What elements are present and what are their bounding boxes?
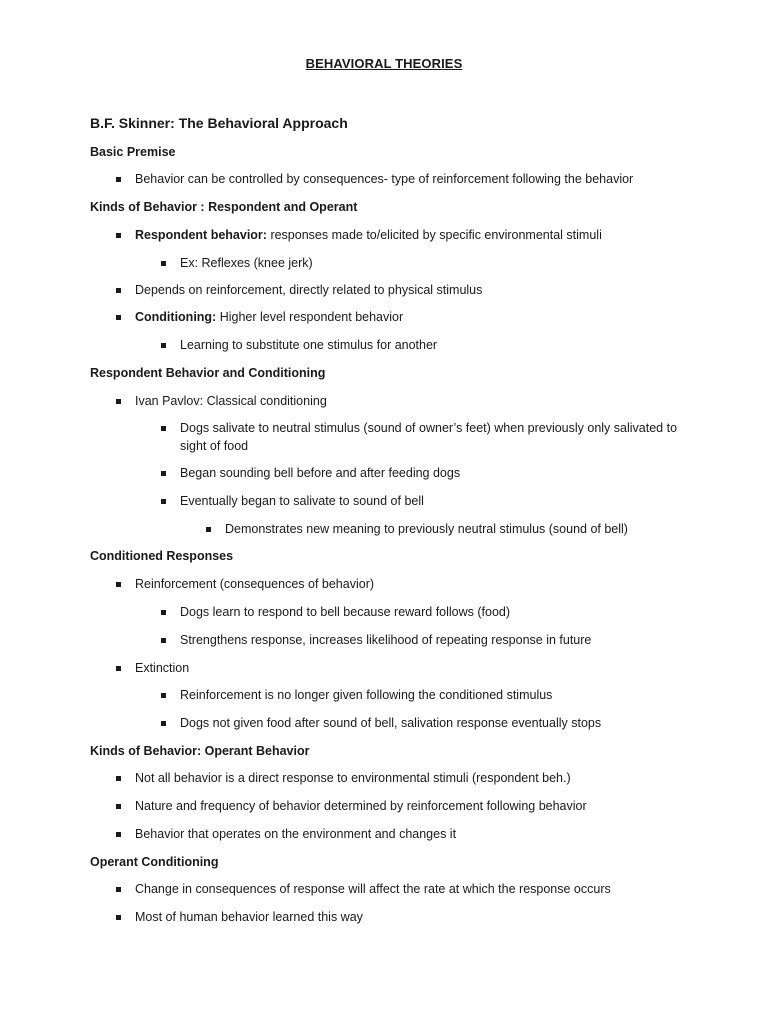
list-item-text	[135, 308, 403, 326]
list-item-text: Behavior can be controlled by consequences- type of reinforcement following the behavior	[135, 172, 634, 186]
list-item-text: Strengthens response, increases likelihood of repeating response in future	[180, 633, 592, 647]
list-item-text: Ex: Reflexes (knee jerk)	[180, 256, 313, 270]
bullet-icon	[116, 233, 121, 238]
bullet-icon	[116, 399, 121, 404]
bullet-icon	[116, 315, 121, 320]
list-item-text: Began sounding bell before and after feeding dogs	[180, 466, 461, 480]
bullet-icon	[116, 666, 121, 671]
list-item-text: Most of human behavior learned this way	[135, 910, 363, 924]
list-item-text: Behavior that operates on the environment and changes it	[135, 827, 457, 841]
heading-basic-premise: Basic Premise	[90, 145, 176, 159]
bullet-icon	[161, 343, 166, 348]
bullet-icon	[206, 527, 211, 532]
bullet-icon	[116, 288, 121, 293]
heading-kinds-respondent-operant: Kinds of Behavior : Respondent and Operant	[90, 200, 358, 214]
bullet-icon	[116, 832, 121, 837]
section-title: B.F. Skinner: The Behavioral Approach	[90, 115, 348, 131]
list-item-text: Nature and frequency of behavior determined by reinforcement following behavior	[135, 799, 587, 813]
term-definition: Higher level respondent behavior	[216, 310, 404, 324]
list-item-text: Change in consequences of response will affect the rate at which the response occurs	[135, 882, 611, 896]
list-item-text: Demonstrates new meaning to previously neutral stimulus (sound of bell)	[225, 522, 628, 536]
heading-operant-conditioning: Operant Conditioning	[90, 855, 219, 869]
bullet-icon	[116, 804, 121, 809]
heading-operant-behavior: Kinds of Behavior: Operant Behavior	[90, 744, 310, 758]
list-item-text: Learning to substitute one stimulus for another	[180, 338, 438, 352]
bullet-icon	[116, 887, 121, 892]
list-item-text	[135, 226, 602, 244]
list-item-text: Extinction	[135, 661, 190, 675]
list-item-text: Not all behavior is a direct response to environmental stimuli (respondent beh.)	[135, 771, 571, 785]
bullet-icon	[161, 471, 166, 476]
bullet-icon	[116, 177, 121, 182]
heading-respondent-conditioning: Respondent Behavior and Conditioning	[90, 366, 326, 380]
bullet-icon	[116, 582, 121, 587]
heading-conditioned-responses: Conditioned Responses	[90, 549, 234, 563]
list-item-text: Depends on reinforcement, directly related to physical stimulus	[135, 283, 483, 297]
list-item-text: Ivan Pavlov: Classical conditioning	[135, 394, 327, 408]
bullet-icon	[116, 915, 121, 920]
bullet-icon	[161, 499, 166, 504]
bullet-icon	[161, 610, 166, 615]
bullet-icon	[161, 426, 166, 431]
list-item-text: Reinforcement is no longer given following the conditioned stimulus	[180, 688, 553, 702]
list-item-text: Dogs salivate to neutral stimulus (sound of owner’s feet) when previously only salivated to sight of food	[180, 421, 678, 453]
bullet-icon	[161, 261, 166, 266]
term-label: Respondent behavior:	[135, 228, 267, 242]
bullet-icon	[161, 721, 166, 726]
bullet-icon	[116, 776, 121, 781]
list-item-text: Dogs not given food after sound of bell, salivation response eventually stops	[180, 716, 602, 730]
term-definition: responses made to/elicited by specific environmental stimuli	[266, 228, 602, 242]
bullet-icon	[161, 693, 166, 698]
bullet-icon	[161, 638, 166, 643]
document-title: BEHAVIORAL THEORIES	[305, 56, 463, 71]
term-label: Conditioning:	[135, 310, 217, 324]
list-item-text: Reinforcement (consequences of behavior)	[135, 577, 375, 591]
list-item-text: Dogs learn to respond to bell because reward follows (food)	[180, 605, 511, 619]
list-item-text: Eventually began to salivate to sound of bell	[180, 494, 424, 508]
